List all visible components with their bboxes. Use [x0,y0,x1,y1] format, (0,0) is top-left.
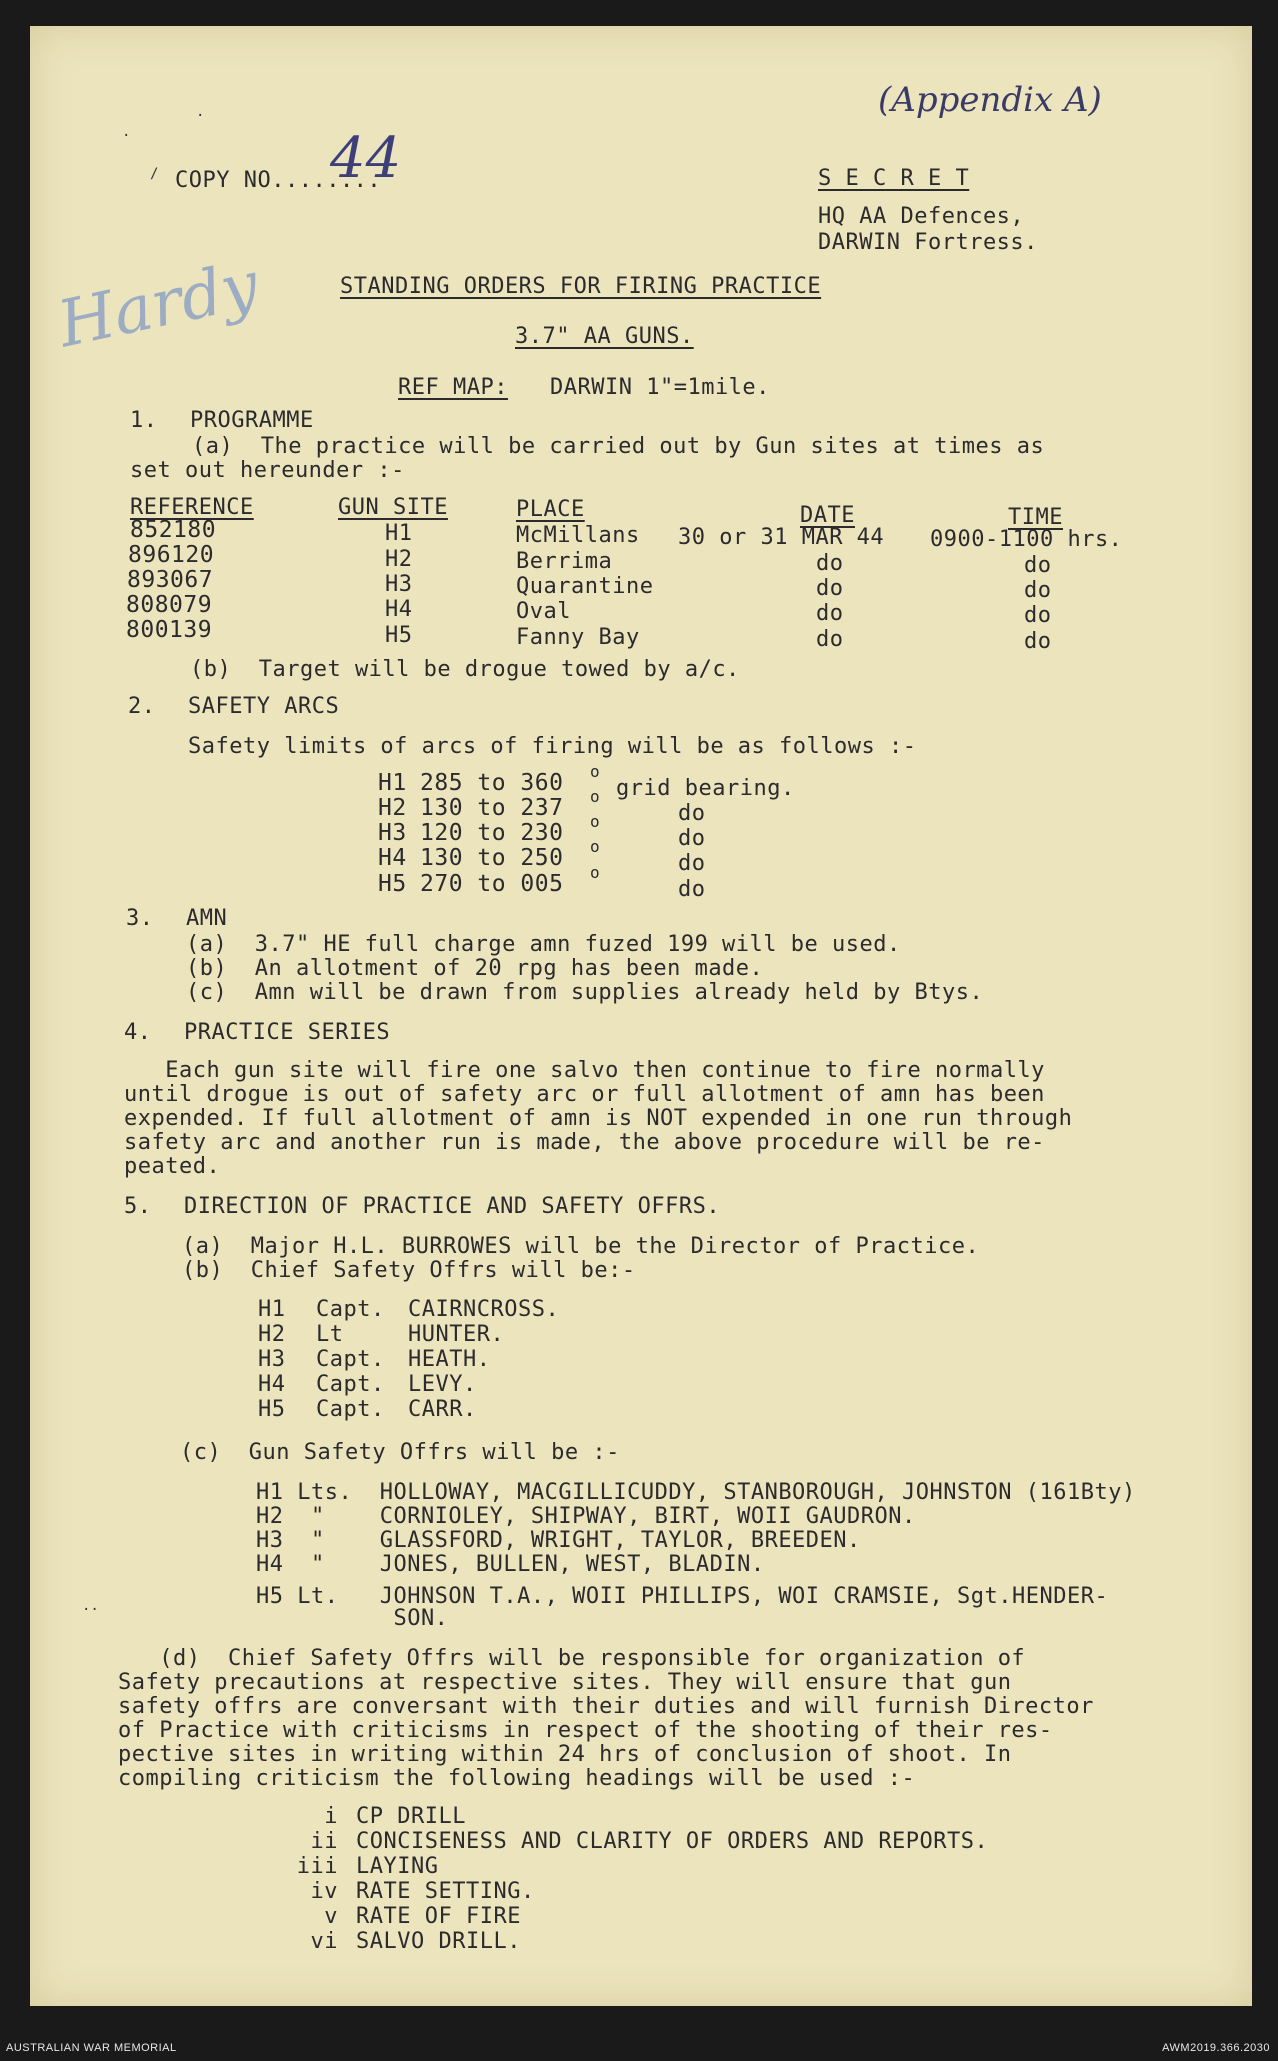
chief-site: H4 [258,1372,286,1397]
document-subtitle: 3.7" AA GUNS. [515,324,694,349]
list-item: SON. [256,1606,449,1631]
arc-site: H3 [378,820,407,846]
row-reference: 893067 [127,567,214,593]
section-5c: (c) Gun Safety Offrs will be :- [180,1440,620,1465]
heading-text: RATE OF FIRE [356,1904,521,1929]
chief-name: HEATH. [408,1347,491,1372]
list-item: H1 Lts. HOLLOWAY, MACGILLICUDDY, STANBOROUGH, JOHNSTON (161Bty) [256,1480,1136,1505]
section-5-heading: DIRECTION OF PRACTICE AND SAFETY OFFRS. [184,1194,721,1219]
row-date: do [816,601,844,626]
hq-line-2: DARWIN Fortress. [818,230,1038,255]
ink-mark: · [196,108,205,124]
chief-rank: Capt. [316,1347,385,1372]
paragraph-line: until drogue is out of safety arc or full allotment of amn has been [124,1082,1045,1107]
section-1a-line1: (a) The practice will be carried out by Gun sites at times as [192,434,1045,459]
chief-name: HUNTER. [408,1322,505,1347]
chief-site: H5 [258,1397,286,1422]
chief-name: LEVY. [408,1372,477,1397]
arc-degree: o [590,812,601,831]
list-item: H5 Lt. JOHNSON T.A., WOII PHILLIPS, WOI CRAMSIE, Sgt.HENDER- [256,1584,1109,1609]
section-1-heading: PROGRAMME [190,408,314,433]
ref-map-label: REF MAP: [398,375,508,400]
heading-numeral: ii [310,1829,338,1854]
row-gun-site: H3 [385,572,413,597]
row-place: McMillans [516,523,640,548]
arc-note: do [678,801,706,826]
section-3-heading: AMN [186,906,228,931]
heading-numeral: vi [310,1929,338,1954]
arc-site: H2 [378,795,407,821]
heading-numeral: iv [310,1879,338,1904]
col-gun-site-header: GUN SITE [338,495,448,520]
section-3b: (b) An allotment of 20 rpg has been made. [186,956,764,981]
secret-classification: S E C R E T [818,166,970,191]
section-2-heading: SAFETY ARCS [188,694,340,719]
paragraph-line: pective sites in writing within 24 hrs of conclusion of shoot. In [118,1742,1012,1767]
arc-note: do [678,851,706,876]
arc-range: 270 to 005 [420,871,564,897]
col-place-header: PLACE [516,497,585,522]
row-time: do [1024,578,1052,603]
arc-site: H5 [378,871,407,897]
row-gun-site: H1 [385,521,413,546]
heading-numeral: iii [296,1854,338,1879]
arc-note: grid bearing. [616,776,795,801]
paragraph-line: compiling criticism the following headings will be used :- [118,1766,916,1791]
paragraph-line: Each gun site will fire one salvo then continue to fire normally [124,1058,1045,1083]
copy-number-handwritten: 44 [330,126,402,191]
paragraph-line: safety offrs are conversant with their duties and will furnish Director [118,1694,1094,1719]
row-date: do [816,551,844,576]
handwritten-signature: Hardy [52,248,265,363]
section-3a: (a) 3.7" HE full charge amn fuzed 199 will be used. [186,932,901,957]
chief-rank: Lt [316,1322,344,1347]
arc-degree: o [590,837,601,856]
col-date-header: DATE [800,503,855,528]
paragraph-line: peated. [124,1154,221,1179]
row-reference: 852180 [130,517,217,543]
chief-site: H3 [258,1347,286,1372]
row-reference: 800139 [126,617,213,643]
section-5b: (b) Chief Safety Offrs will be:- [182,1258,636,1283]
row-date: do [816,576,844,601]
section-1b: (b) Target will be drogue towed by a/c. [190,657,740,682]
row-reference: 808079 [126,592,213,618]
section-1a-line2: set out hereunder :- [130,458,405,483]
row-place: Quarantine [516,574,654,599]
footer-right: AWM2019.366.2030 [1162,2042,1270,2054]
col-reference-header: REFERENCE [130,495,254,520]
section-3-number: 3. [126,906,154,931]
chief-site: H2 [258,1322,286,1347]
copy-number-label: COPY NO........ [175,168,382,193]
section-2-number: 2. [128,694,156,719]
arc-site: H4 [378,845,407,871]
arc-range: 130 to 237 [420,795,564,821]
ink-mark: · [122,128,131,144]
list-item: H3 " GLASSFORD, WRIGHT, TAYLOR, BREEDEN. [256,1528,861,1553]
arc-range: 130 to 250 [420,845,564,871]
arc-degree: o [590,787,601,806]
appendix-annotation: (Appendix A) [878,80,1102,120]
row-place: Oval [516,599,571,624]
paragraph-line: of Practice with criticisms in respect of the shooting of their res- [118,1718,1053,1743]
paragraph-line: Safety precautions at respective sites. They will ensure that gun [118,1670,1012,1695]
ref-map-value: DARWIN 1"=1mile. [550,375,770,400]
paragraph-line: safety arc and another run is made, the above procedure will be re- [124,1130,1045,1155]
heading-numeral: v [324,1904,338,1929]
row-gun-site: H2 [385,547,413,572]
list-item: H4 " JONES, BULLEN, WEST, BLADIN. [256,1552,765,1577]
chief-rank: Capt. [316,1397,385,1422]
row-time: do [1024,603,1052,628]
chief-rank: Capt. [316,1372,385,1397]
chief-rank: Capt. [316,1297,385,1322]
chief-name: CARR. [408,1397,477,1422]
row-time: do [1024,553,1052,578]
row-gun-site: H4 [385,597,413,622]
arc-note: do [678,877,706,902]
section-2-intro: Safety limits of arcs of firing will be as follows :- [188,734,917,759]
row-place: Berrima [516,549,613,574]
section-4-heading: PRACTICE SERIES [184,1020,391,1045]
footer-left: AUSTRALIAN WAR MEMORIAL [6,2042,177,2054]
row-place: Fanny Bay [516,625,640,650]
paragraph-line: expended. If full allotment of amn is NOT expended in one run through [124,1106,1073,1131]
section-4-number: 4. [124,1020,152,1045]
heading-text: RATE SETTING. [356,1879,535,1904]
heading-text: CONCISENESS AND CLARITY OF ORDERS AND REPORTS. [356,1829,989,1854]
section-5-number: 5. [124,1194,152,1219]
heading-text: SALVO DRILL. [356,1929,521,1954]
arc-site: H1 [378,770,407,796]
arc-range: 285 to 360 [420,770,564,796]
row-time: 0900-1100 hrs. [930,527,1123,552]
section-5a: (a) Major H.L. BURROWES will be the Director of Practice. [182,1234,980,1259]
list-item: H2 " CORNIOLEY, SHIPWAY, BIRT, WOII GAUDRON. [256,1504,916,1529]
section-1-number: 1. [130,408,158,433]
row-date: 30 or 31 MAR 44 [678,525,885,550]
paragraph-line: (d) Chief Safety Offrs will be responsible for organization of [118,1646,1026,1671]
row-reference: 896120 [128,542,215,568]
heading-text: LAYING [356,1854,439,1879]
arc-range: 120 to 230 [420,820,564,846]
heading-text: CP DRILL [356,1804,466,1829]
row-time: do [1024,629,1052,654]
chief-name: CAIRNCROSS. [408,1297,560,1322]
ink-mark: ·· [82,1602,99,1618]
heading-numeral: i [324,1804,338,1829]
arc-degree: o [590,762,601,781]
row-date: do [816,627,844,652]
ink-mark: / [150,166,159,182]
hq-line-1: HQ AA Defences, [818,204,1025,229]
document-title: STANDING ORDERS FOR FIRING PRACTICE [340,274,822,299]
section-3c: (c) Amn will be drawn from supplies already held by Btys. [186,980,984,1005]
arc-note: do [678,826,706,851]
arc-degree: o [590,863,601,882]
chief-site: H1 [258,1297,286,1322]
col-time-header: TIME [1008,505,1063,530]
row-gun-site: H5 [385,623,413,648]
